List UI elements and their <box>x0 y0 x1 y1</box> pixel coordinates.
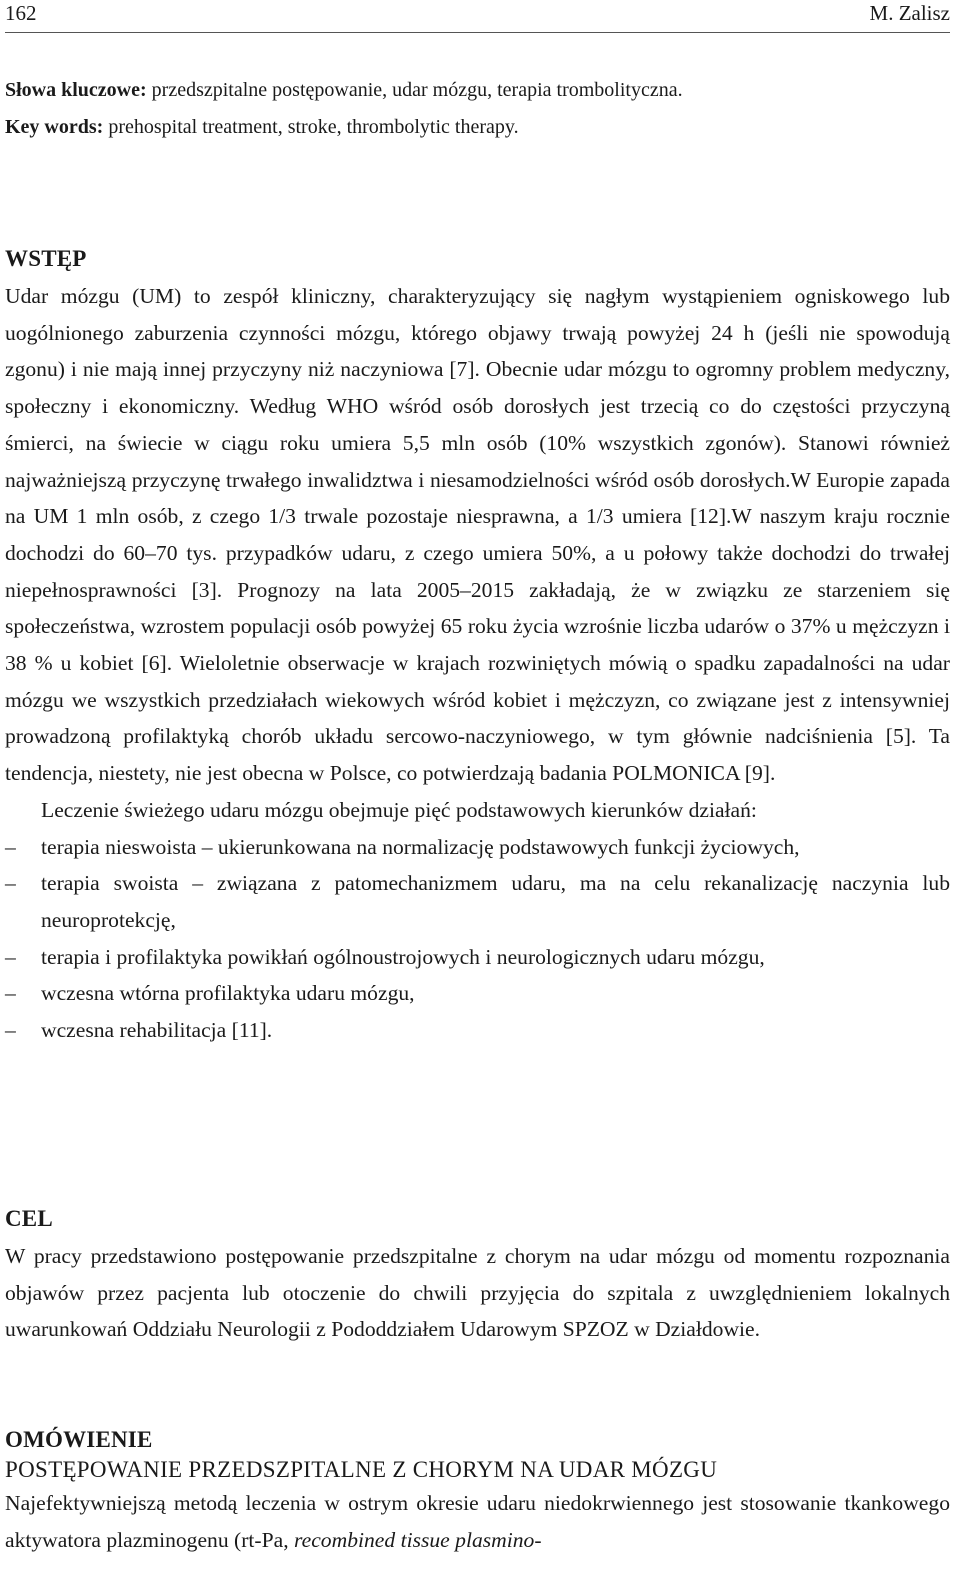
list-dash: – <box>5 1018 16 1043</box>
treatment-list <box>5 829 950 1049</box>
keywords-polish <box>5 72 950 109</box>
section-heading-introduction: WSTĘP <box>5 246 87 271</box>
list-item: – terapia swoista – związana z patomechanizmem udaru, ma na celu rekanalizację naczynia lub neuroprotekcję, <box>5 865 950 938</box>
list-item: – terapia nieswoista – ukierunkowana na normalizację podstawowych funkcji życiowych, <box>5 829 950 866</box>
page-number: 162 <box>5 1 37 25</box>
keywords-english-label: Key words: <box>5 116 104 138</box>
treatment-lead: Leczenie świeżego udaru mózgu obejmuje pięć podstawowych kierunków działań: <box>41 797 757 822</box>
list-item: – wczesna rehabilitacja [11]. <box>5 1012 950 1049</box>
keywords-polish-text: przedszpitalne postępowanie, udar mózgu, terapia trombolityczna. <box>146 79 683 101</box>
introduction-paragraph: Udar mózgu (UM) to zespół kliniczny, charakteryzujący się nagłym wystąpieniem ogniskowego lub uogólnionego zaburzenia czynności mózgu, którego objawy trwają powyżej 24 h (jeśli nie spowodują zgonu) i nie mają innej przyczyny niż naczyniowa [7]. Obecnie udar mózgu to ogromny problem medyczny, społeczny i ekonomiczny. Według WHO wśród osób dorosłych jest trzecią co do częstości przyczyną śmierci, na świecie w ciągu roku umiera 5,5 mln osób (10% wszystkich zgonów). Stanowi również najważniejszą przyczynę trwałego inwalidztwa i niesamodzielności wśród osób dorosłych.W Europie zapada na UM 1 mln osób, z czego 1/3 trwale pozostaje niesprawna, a 1/3 umiera [12].W naszym kraju rocznie dochodzi do 60–70 tys. przypadków udaru, z czego umiera 50%, a u połowy także dochodzi do trwałej niepełnosprawności [3]. Prognozy na lata 2005–2015 zakładają, że w związku ze starzeniem się społeczeństwa, wzrostem populacji osób powyżej 65 roku życia wzrośnie liczba udarów o 37% u mężczyzn i 38 % u kobiet [6]. Wieloletnie obserwacje w krajach rozwiniętych mówią o spadku zapadalności na udar mózgu we wszystkich przedziałach wiekowych wśród kobiet i mężczyzn, co związane jest z intensywniej prowadzoną profilaktyką chorób układu sercowo-naczyniowego, w tym głównie nadciśnienia [5]. Ta tendencja, niestety, nie jest obecna w Polsce, co potwierdzają badania POLMONICA [9]. <box>5 284 950 786</box>
keywords-polish-label: Słowa kluczowe: <box>5 79 147 101</box>
running-author: M. Zalisz <box>869 1 950 25</box>
aim-paragraph: W pracy przedstawiono postępowanie przedszpitalne z chorym na udar mózgu od momentu rozpoznania objawów przez pacjenta lub otoczenie do chwili przyjęcia do szpitala z uwzględnieniem lokalnych uwarunkowań Oddziału Neurologii z Pododdziałem Udarowym SPZOZ w Działdowie. <box>5 1244 950 1342</box>
running-header <box>5 0 950 33</box>
list-dash: – <box>5 834 16 859</box>
list-item: – terapia i profilaktyka powikłań ogólnoustrojowych i neurologicznych udaru mózgu, <box>5 939 950 976</box>
keywords-block <box>5 72 950 146</box>
section-heading-discussion: OMÓWIENIE <box>5 1427 153 1452</box>
section-heading-aim: CEL <box>5 1206 53 1231</box>
list-dash: – <box>5 981 16 1006</box>
italic-term: recombined tissue plasmino- <box>294 1527 542 1552</box>
introduction-section <box>5 244 950 1049</box>
subsection-heading-prehospital: POSTĘPOWANIE PRZEDSZPITALNE Z CHORYM NA UDAR MÓZGU <box>5 1457 718 1482</box>
discussion-section <box>5 1425 950 1558</box>
aim-section <box>5 1204 950 1348</box>
list-dash: – <box>5 944 16 969</box>
document-page <box>5 0 950 1579</box>
list-item: – wczesna wtórna profilaktyka udaru mózgu, <box>5 975 950 1012</box>
keywords-english-text: prehospital treatment, stroke, thrombolytic therapy. <box>103 116 519 138</box>
keywords-english <box>5 109 950 146</box>
discussion-paragraph: Najefektywniejszą metodą leczenia w ostrym okresie udaru niedokrwiennego jest stosowanie tkankowego aktywatora plazminogenu (rt-Pa, recombined tissue plasmino- <box>5 1491 950 1552</box>
list-dash: – <box>5 871 16 896</box>
